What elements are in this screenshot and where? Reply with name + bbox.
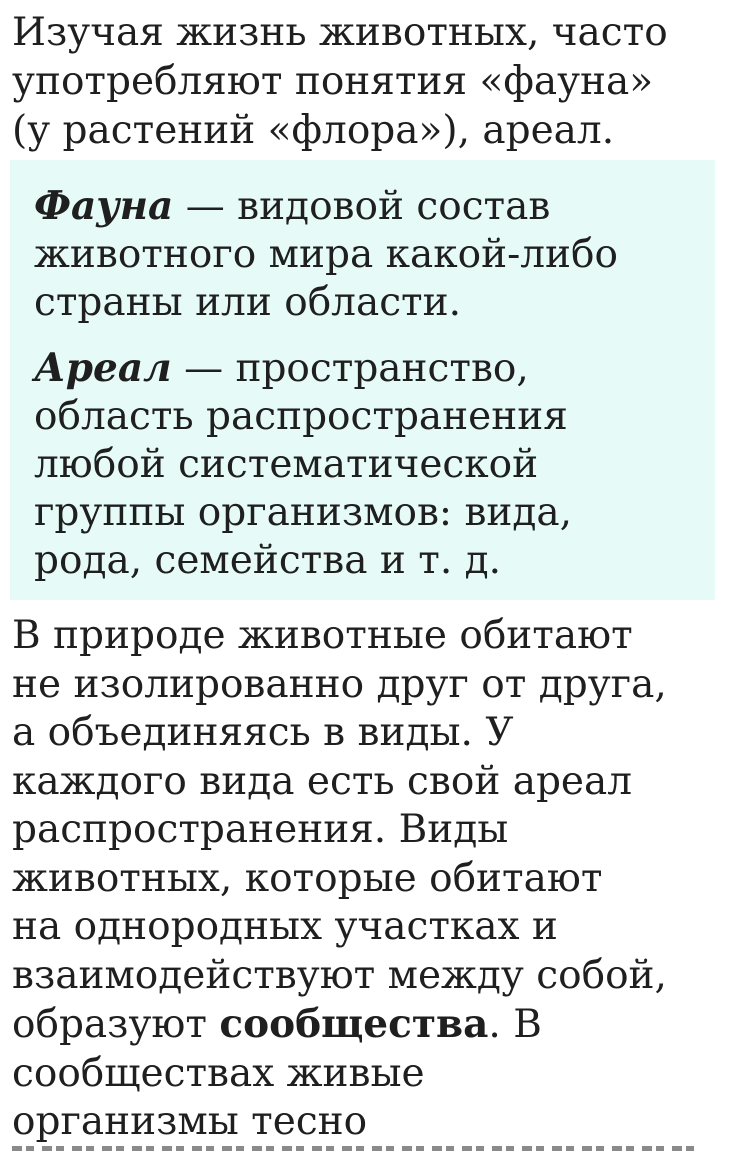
definition-fauna <box>34 182 618 327</box>
text-line <box>12 1000 667 1050</box>
text-line: группы организмов: вида, <box>34 490 573 535</box>
text-line: Изучая жизнь животных, часто <box>12 10 668 55</box>
term-fauna: Фауна <box>34 183 174 229</box>
text-line: распространения. Виды <box>12 807 509 852</box>
text-line: страны или области. <box>34 280 462 325</box>
bold-term-communities: сообщества <box>219 1001 489 1047</box>
text-line: В природе животные обитают <box>12 613 633 658</box>
text-line: животных, которые обитают <box>12 855 603 901</box>
definition-box <box>10 160 715 600</box>
text-line: организмы тесно <box>12 1099 368 1144</box>
text-line <box>34 344 572 393</box>
text-fragment: образуют <box>12 1002 220 1047</box>
text-line <box>34 182 618 231</box>
text-line: область распространения <box>34 394 568 439</box>
text-line: (у растений «флора»), ареал. <box>12 108 615 153</box>
definition-text: — видовой состав <box>173 184 551 229</box>
term-areal: Ареал <box>34 345 172 391</box>
text-line: взаимодействуют между собой, <box>12 952 667 998</box>
text-line: на однородных участках и <box>12 904 558 949</box>
definition-text: — пространство, <box>171 346 529 391</box>
cropped-text-line <box>12 1138 702 1151</box>
text-line: сообществах живые <box>12 1050 425 1096</box>
text-line: не изолированно друг от друга, <box>12 661 667 707</box>
intro-paragraph <box>12 8 668 155</box>
text-line: каждого вида есть свой ареал <box>12 758 633 804</box>
text-fragment: . В <box>488 1002 542 1047</box>
definition-areal <box>34 344 572 585</box>
text-line: животного мира какой-либо <box>34 232 618 277</box>
text-line: а объединяясь в виды. У <box>12 710 514 755</box>
body-paragraph <box>12 612 667 1147</box>
text-line: употребляют понятия «фауна» <box>12 59 654 104</box>
text-line: любой систематической <box>34 442 539 487</box>
text-line: рода, семейства и т. д. <box>34 538 502 583</box>
